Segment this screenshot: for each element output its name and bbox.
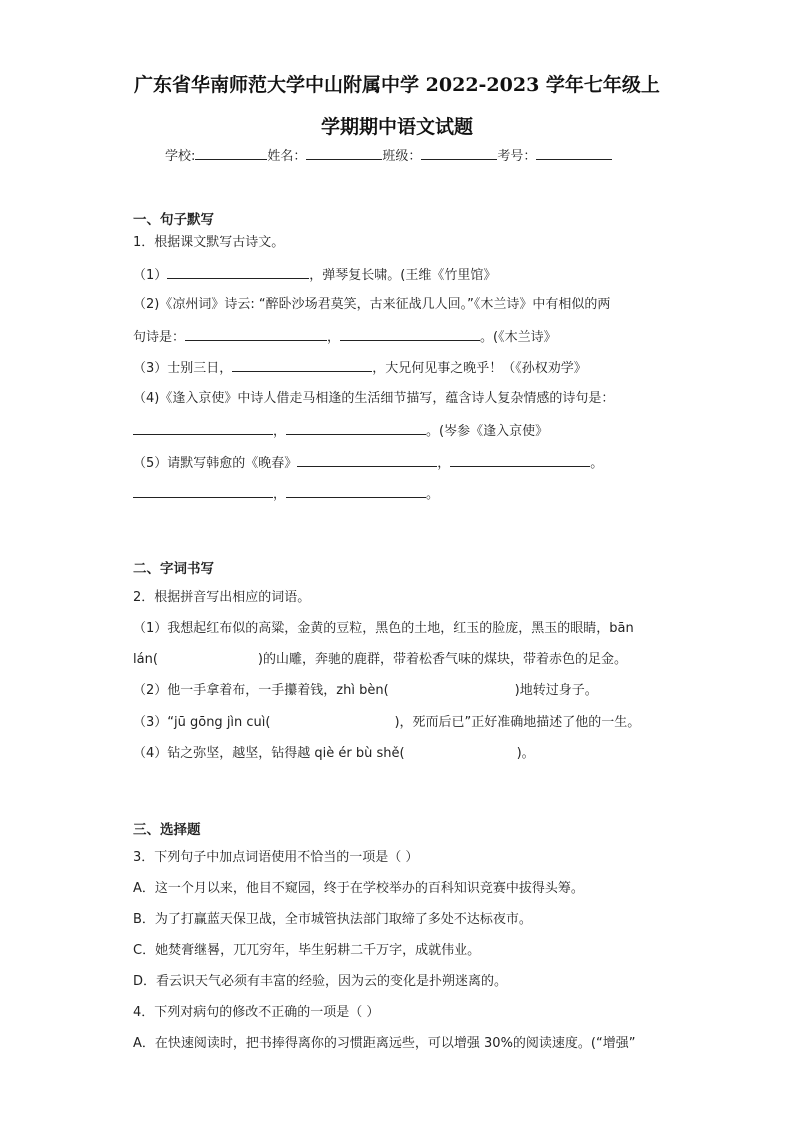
q1-part1: [133, 265, 496, 285]
q2-part4: [133, 745, 535, 763]
q1-part1-text: ，弹琴复长啸。(王维《竹里馆》: [309, 268, 497, 283]
name-label: 姓名：: [267, 149, 307, 164]
q1-part2-comma: ，: [327, 330, 341, 345]
q1-part3: [133, 358, 587, 378]
q3-option-b[interactable]: B．为了打赢蓝天保卫战，全市城管执法部门取缔了多处不达标夜市。: [133, 912, 532, 927]
q2-part1-line2: [133, 651, 627, 669]
q1-part5-line1: [133, 453, 603, 473]
q4-stem: 4．下列对病句的修改不正确的一项是（ ）: [133, 1005, 380, 1020]
q1-part2-line2: [133, 327, 557, 347]
q2-part3-text: )，死而后已”正好准确地描述了他的一生。: [394, 715, 641, 730]
q2-part1-text: )的山雕，奔驰的鹿群，带着松香气味的煤块，带着赤色的足金。: [257, 652, 627, 667]
q1-part3-label: （3）士别三日，: [133, 361, 233, 376]
q1-part5-comma1: ，: [437, 456, 451, 471]
q2-part3: [133, 714, 640, 732]
q2-stem: 2．根据拼音写出相应的词语。: [133, 590, 311, 605]
q1-part5-period2: 。: [426, 487, 440, 502]
q1-part5-blank4[interactable]: [286, 484, 426, 498]
q1-part2-blank1[interactable]: [185, 327, 327, 341]
q2-part2: [133, 682, 598, 700]
q1-part4-blank2[interactable]: [286, 421, 426, 435]
q1-part4-line2: [133, 421, 548, 441]
q3-stem: 3．下列句子中加点词语使用不恰当的一项是（ ）: [133, 850, 419, 865]
q1-part2-blank2[interactable]: [340, 327, 480, 341]
q1-part3-text: ，大兄何见事之晚乎！（《孙权劝学》: [372, 361, 587, 376]
q1-part5-line2: [133, 484, 439, 504]
exam-title-line1: 广东省华南师范大学中山附属中学 2022-2023 学年七年级上: [134, 74, 660, 96]
school-blank[interactable]: [195, 147, 267, 160]
q3-option-a[interactable]: A．这一个月以来，他目不窥园，终于在学校举办的百科知识竞赛中拔得头筹。: [133, 881, 584, 896]
section-2-title: 二、字词书写: [133, 561, 214, 577]
q1-part4-blank1[interactable]: [133, 421, 273, 435]
class-label: 班级：: [382, 149, 422, 164]
q1-part4-comma: ，: [273, 424, 287, 439]
q2-part1-line1: （1）我想起红布似的高粱，金黄的豆粒，黑色的土地，红玉的脸庞，黑玉的眼睛，bān: [133, 621, 634, 636]
q1-part4-line1: （4)《逢入京使》中诗人借走马相逢的生活细节描写，蕴含诗人复杂情感的诗句是：: [133, 391, 615, 406]
exam-title-line2: 学期期中语文试题: [320, 116, 473, 138]
q2-part1-open: lán(: [133, 652, 158, 667]
class-blank[interactable]: [421, 147, 497, 160]
q1-part2-label: 句诗是：: [133, 330, 186, 345]
q2-part4-label: （4）钻之弥坚，越坚，钻得越 qiè ér bù shě(: [133, 746, 405, 761]
q1-stem: 1．根据课文默写古诗文。: [133, 235, 285, 250]
student-info-row: [165, 145, 612, 164]
q3-option-d[interactable]: D．看云识天气必须有丰富的经验，因为云的变化是扑朔迷离的。: [133, 974, 508, 989]
q1-part5-comma2: ，: [273, 487, 287, 502]
q1-part2-line1: （2)《凉州词》诗云: “醉卧沙场君莫笑，古来征战几人回。”《木兰诗》中有相似的两: [133, 297, 611, 312]
q1-part1-label: （1）: [133, 268, 168, 283]
q1-part5-blank2[interactable]: [450, 453, 590, 467]
q1-part3-blank[interactable]: [232, 358, 372, 372]
q2-part2-label: （2）他一手拿着布，一手攥着钱，zhì bèn(: [133, 683, 389, 698]
q2-part4-close: )。: [516, 746, 535, 761]
number-label: 考号：: [497, 149, 537, 164]
q3-option-c[interactable]: C．她焚膏继晷，兀兀穷年，毕生躬耕二千万字，成就伟业。: [133, 943, 481, 958]
section-1-title: 一、句子默写: [133, 212, 214, 228]
section-3-title: 三、选择题: [133, 822, 201, 838]
q1-part4-source: 。(岑参《逢入京使》: [426, 424, 549, 439]
number-blank[interactable]: [536, 147, 612, 160]
name-blank[interactable]: [306, 147, 382, 160]
q2-part3-label: （3）“jū gōng jìn cuì(: [133, 715, 271, 730]
school-label: 学校:: [165, 149, 196, 164]
q1-part5-label: （5）请默写韩愈的《晚春》: [133, 456, 298, 471]
q4-option-a[interactable]: A．在快速阅读时，把书捧得离你的习惯距离远些，可以增强 30%的阅读速度。(“增强”: [133, 1036, 636, 1051]
q2-part2-text: )地转过身子。: [514, 683, 598, 698]
q1-part5-blank1[interactable]: [297, 453, 437, 467]
q1-part2-source: 。(《木兰诗》: [480, 330, 557, 345]
q1-part5-period1: 。: [590, 456, 604, 471]
q1-part1-blank[interactable]: [167, 265, 309, 279]
q1-part5-blank3[interactable]: [133, 484, 273, 498]
